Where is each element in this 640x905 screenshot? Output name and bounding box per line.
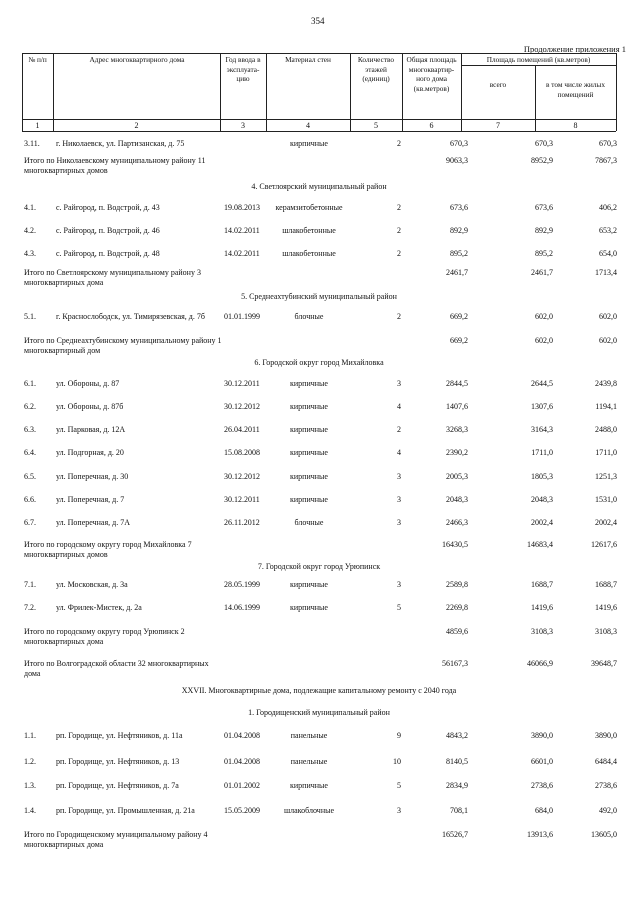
row-total-area: 2048,3: [446, 495, 468, 504]
row-walls: шлакобетонные: [282, 226, 336, 235]
row-floors: 3: [397, 472, 401, 481]
subtotal-total-area: 669,2: [450, 336, 468, 345]
row-walls: шлакобетонные: [282, 249, 336, 258]
subtotal-label: Итого по городскому округу город Михайловка 7 многоквартирных домов: [24, 540, 192, 559]
row-total-area: 2269,8: [446, 603, 468, 612]
row-address: ул. Поперечная, д. 7: [56, 495, 125, 504]
row-address: рп. Городище, ул. Нефтяников, д. 7а: [56, 781, 179, 790]
row-walls: панельные: [290, 757, 328, 766]
row-address: г. Николаевск, ул. Партизанская, д. 75: [56, 139, 185, 148]
row-total-area: 2466,3: [446, 518, 468, 527]
row-walls: кирпичные: [290, 781, 328, 790]
row-address: ул. Парковая, д. 12А: [56, 425, 126, 434]
subtotal-area-all: 13913,6: [527, 830, 553, 839]
row-area-residential: 1688,7: [595, 580, 617, 589]
column-number-3: 3: [241, 121, 245, 130]
row-area-all: 684,0: [535, 806, 553, 815]
row-address: ул. Поперечная, д. 30: [56, 472, 129, 481]
subtotal-label: Итого по Городищенскому муниципальному району 4 многоквартирных дома: [24, 830, 208, 849]
row-area-residential: 1194,1: [595, 402, 617, 411]
row-number: 6.4.: [24, 448, 36, 457]
row-walls: кирпичные: [290, 402, 328, 411]
row-walls: кирпичные: [290, 379, 328, 388]
subtotal-area-residential: 602,0: [599, 336, 617, 345]
row-area-all: 1805,3: [531, 472, 553, 481]
subtotal-area-residential: 3108,3: [595, 627, 617, 636]
column-number-7: 7: [496, 121, 500, 130]
row-address: ул. Поперечная, д. 7А: [56, 518, 130, 527]
row-area-residential: 406,2: [599, 203, 617, 212]
row-floors: 3: [397, 495, 401, 504]
row-address: рп. Городище, ул. Нефтяников, д. 11а: [56, 731, 183, 740]
row-number: 3.11.: [24, 139, 40, 148]
row-number: 6.6.: [24, 495, 36, 504]
row-floors: 3: [397, 580, 401, 589]
subtotal-area-all: 2461,7: [531, 268, 553, 277]
subtotal-area-all: 602,0: [535, 336, 553, 345]
page-number: 354: [311, 16, 325, 26]
row-walls: кирпичные: [290, 580, 328, 589]
row-address: с. Райгород, п. Водстрой, д. 46: [56, 226, 160, 235]
row-walls: блочные: [294, 312, 324, 321]
row-area-all: 673,6: [535, 203, 553, 212]
row-address: с. Райгород, п. Водстрой, д. 43: [56, 203, 160, 212]
row-address: с. Райгород, п. Водстрой, д. 48: [56, 249, 160, 258]
row-area-all: 892,9: [535, 226, 553, 235]
section-heading: XXVII. Многоквартирные дома, подлежащие капитальному ремонту с 2040 года: [181, 686, 457, 695]
section-heading: 7. Городской округ город Урюпинск: [257, 562, 381, 571]
row-number: 4.3.: [24, 249, 36, 258]
row-year: 01.01.1999: [224, 312, 260, 321]
subtotal-total-area: 4859,6: [446, 627, 468, 636]
subtotal-total-area: 56167,3: [442, 659, 468, 668]
row-walls: панельные: [290, 731, 328, 740]
row-year: 14.02.2011: [224, 249, 260, 258]
row-walls: кирпичные: [290, 139, 328, 148]
header-walls: Материал стен: [285, 55, 331, 64]
row-area-all: 6601,0: [531, 757, 553, 766]
column-number-4: 4: [306, 121, 310, 130]
row-floors: 4: [397, 402, 401, 411]
row-floors: 5: [397, 781, 401, 790]
row-number: 6.5.: [24, 472, 36, 481]
row-address: ул. Московская, д. 3а: [56, 580, 128, 589]
row-area-all: 1711,0: [531, 448, 553, 457]
row-year: 14.06.1999: [224, 603, 260, 612]
subtotal-label: Итого по Светлоярскому муниципальному району 3 многоквартирных дома: [24, 268, 201, 287]
row-walls: кирпичные: [290, 603, 328, 612]
row-total-area: 670,3: [450, 139, 468, 148]
row-walls: керамзитобетонные: [275, 203, 343, 212]
row-total-area: 895,2: [450, 249, 468, 258]
row-total-area: 2005,3: [446, 472, 468, 481]
row-walls: кирпичные: [290, 448, 328, 457]
continuation-note: Продолжение приложения 1: [523, 44, 626, 54]
section-heading: 6. Городской округ город Михайловка: [254, 358, 384, 367]
row-address: ул. Обороны, д. 87: [56, 379, 120, 388]
row-floors: 2: [397, 139, 401, 148]
row-area-residential: 670,3: [599, 139, 617, 148]
subtotal-total-area: 16430,5: [442, 540, 468, 549]
row-year: 30.12.2012: [224, 402, 260, 411]
row-area-residential: 602,0: [599, 312, 617, 321]
header-all: всего: [489, 80, 507, 89]
row-area-residential: 1531,0: [595, 495, 617, 504]
row-area-all: 2048,3: [531, 495, 553, 504]
row-number: 5.1.: [24, 312, 36, 321]
row-total-area: 4843,2: [446, 731, 468, 740]
row-floors: 3: [397, 806, 401, 815]
row-year: 14.02.2011: [224, 226, 260, 235]
row-year: 30.12.2011: [224, 379, 260, 388]
row-number: 6.2.: [24, 402, 36, 411]
column-number-8: 8: [573, 121, 578, 130]
row-area-residential: 3890,0: [595, 731, 617, 740]
row-area-all: 2738,6: [531, 781, 553, 790]
row-address: ул. Обороны, д. 87б: [56, 402, 124, 411]
row-total-area: 2589,8: [446, 580, 468, 589]
header-residential: в том числе жилых помещений: [546, 80, 605, 99]
row-number: 6.3.: [24, 425, 36, 434]
row-floors: 3: [397, 518, 401, 527]
subtotal-area-residential: 12617,6: [591, 540, 617, 549]
row-year: 28.05.1999: [224, 580, 260, 589]
row-area-all: 1307,6: [531, 402, 553, 411]
row-area-all: 2644,5: [531, 379, 553, 388]
row-total-area: 892,9: [450, 226, 468, 235]
column-number-6: 6: [429, 121, 434, 130]
row-area-residential: 1419,6: [595, 603, 617, 612]
header-total-area: Общая площадь многоквартир-ного дома (кв.метров): [406, 55, 457, 93]
row-address: ул. Подгорная, д. 20: [56, 448, 124, 457]
subtotal-total-area: 9063,3: [446, 156, 468, 165]
row-year: 30.12.2011: [224, 495, 260, 504]
section-heading: 5. Среднеахтубинский муниципальный район: [241, 292, 397, 301]
row-area-residential: 2488,0: [595, 425, 617, 434]
row-area-residential: 653,2: [599, 226, 617, 235]
row-address: г. Краснослободск, ул. Тимирязевская, д. 7б: [56, 312, 205, 321]
row-floors: 5: [397, 603, 401, 612]
subtotal-area-all: 14683,4: [527, 540, 553, 549]
row-area-residential: 654,0: [599, 249, 617, 258]
column-number-2: 2: [134, 121, 139, 130]
row-year: 30.12.2012: [224, 472, 260, 481]
row-number: 7.1.: [24, 580, 36, 589]
row-year: 01.04.2008: [224, 757, 260, 766]
row-area-all: 2002,4: [531, 518, 553, 527]
row-year: 15.05.2009: [224, 806, 260, 815]
row-area-residential: 492,0: [599, 806, 617, 815]
row-total-area: 3268,3: [446, 425, 468, 434]
row-area-residential: 1711,0: [595, 448, 617, 457]
row-total-area: 2390,2: [446, 448, 468, 457]
subtotal-area-residential: 13605,0: [591, 830, 617, 839]
row-total-area: 669,2: [450, 312, 468, 321]
row-number: 1.2.: [24, 757, 36, 766]
row-number: 4.1.: [24, 203, 36, 212]
row-number: 6.1.: [24, 379, 36, 388]
row-walls: кирпичные: [290, 472, 328, 481]
row-address: ул. Фрилек-Мистек, д. 2а: [56, 603, 142, 612]
header-address: Адрес многоквартирного дома: [89, 55, 185, 64]
header-premises-area: Площадь помещений (кв.метров): [486, 55, 591, 64]
header-year: Год ввода в эксплуата-цию: [225, 55, 261, 83]
subtotal-total-area: 2461,7: [446, 268, 468, 277]
row-floors: 2: [397, 249, 401, 258]
row-address: рп. Городище, ул. Нефтяников, д. 13: [56, 757, 180, 766]
row-area-all: 670,3: [535, 139, 553, 148]
row-area-residential: 2439,8: [595, 379, 617, 388]
subtotal-area-all: 8952,9: [531, 156, 553, 165]
subtotal-area-all: 3108,3: [531, 627, 553, 636]
row-total-area: 8140,5: [446, 757, 468, 766]
row-number: 4.2.: [24, 226, 36, 235]
header-floors: Количество этажей (единиц): [357, 55, 395, 83]
row-year: 15.08.2008: [224, 448, 260, 457]
row-year: 01.04.2008: [224, 731, 260, 740]
row-floors: 4: [397, 448, 401, 457]
row-floors: 3: [397, 379, 401, 388]
row-area-residential: 1251,3: [595, 472, 617, 481]
section-heading: 4. Светлоярский муниципальный район: [251, 182, 387, 191]
row-area-all: 1419,6: [531, 603, 553, 612]
row-floors: 2: [397, 203, 401, 212]
row-area-residential: 2738,6: [595, 781, 617, 790]
row-total-area: 708,1: [450, 806, 468, 815]
row-area-all: 1688,7: [531, 580, 553, 589]
row-floors: 2: [397, 425, 401, 434]
row-year: 26.04.2011: [224, 425, 260, 434]
column-number-5: 5: [374, 121, 378, 130]
row-year: 01.01.2002: [224, 781, 260, 790]
subtotal-area-residential: 39648,7: [591, 659, 617, 668]
row-floors: 2: [397, 312, 401, 321]
row-area-all: 3164,3: [531, 425, 553, 434]
subtotal-label: Итого по Волгоградской области 32 многоквартирных дома: [24, 659, 209, 678]
row-area-all: 602,0: [535, 312, 553, 321]
subtotal-area-residential: 1713,4: [595, 268, 617, 277]
row-area-residential: 6484,4: [595, 757, 617, 766]
row-total-area: 2834,9: [446, 781, 468, 790]
row-number: 1.1.: [24, 731, 36, 740]
subtotal-label: Итого по городскому округу город Урюпинск 2 многоквартирных дома: [24, 627, 185, 646]
row-floors: 9: [397, 731, 401, 740]
row-year: 26.11.2012: [224, 518, 260, 527]
subtotal-area-all: 46066,9: [527, 659, 553, 668]
section-heading: 1. Городищенский муниципальный район: [248, 708, 390, 717]
row-number: 6.7.: [24, 518, 36, 527]
row-floors: 10: [393, 757, 401, 766]
row-area-all: 3890,0: [531, 731, 553, 740]
row-total-area: 2844,5: [446, 379, 468, 388]
header-no: № п/п: [28, 55, 47, 64]
row-area-residential: 2002,4: [595, 518, 617, 527]
column-number-1: 1: [35, 121, 40, 130]
row-walls: блочные: [294, 518, 324, 527]
row-area-all: 895,2: [535, 249, 553, 258]
row-number: 1.4.: [24, 806, 36, 815]
row-floors: 2: [397, 226, 401, 235]
row-walls: кирпичные: [290, 425, 328, 434]
row-year: 19.08.2013: [224, 203, 260, 212]
row-total-area: 1407,6: [446, 402, 468, 411]
subtotal-total-area: 16526,7: [442, 830, 468, 839]
subtotal-label: Итого по Среднеахтубинскому муниципальному району 1 многоквартирный дом: [24, 336, 222, 355]
row-number: 7.2.: [24, 603, 36, 612]
row-walls: кирпичные: [290, 495, 328, 504]
subtotal-area-residential: 7867,3: [595, 156, 617, 165]
row-total-area: 673,6: [450, 203, 468, 212]
row-number: 1.3.: [24, 781, 36, 790]
row-walls: шлакоблочные: [283, 806, 335, 815]
row-address: рп. Городище, ул. Промышленная, д. 21а: [56, 806, 195, 815]
subtotal-label: Итого по Николаевскому муниципальному району 11 многоквартирных домов: [24, 156, 206, 175]
